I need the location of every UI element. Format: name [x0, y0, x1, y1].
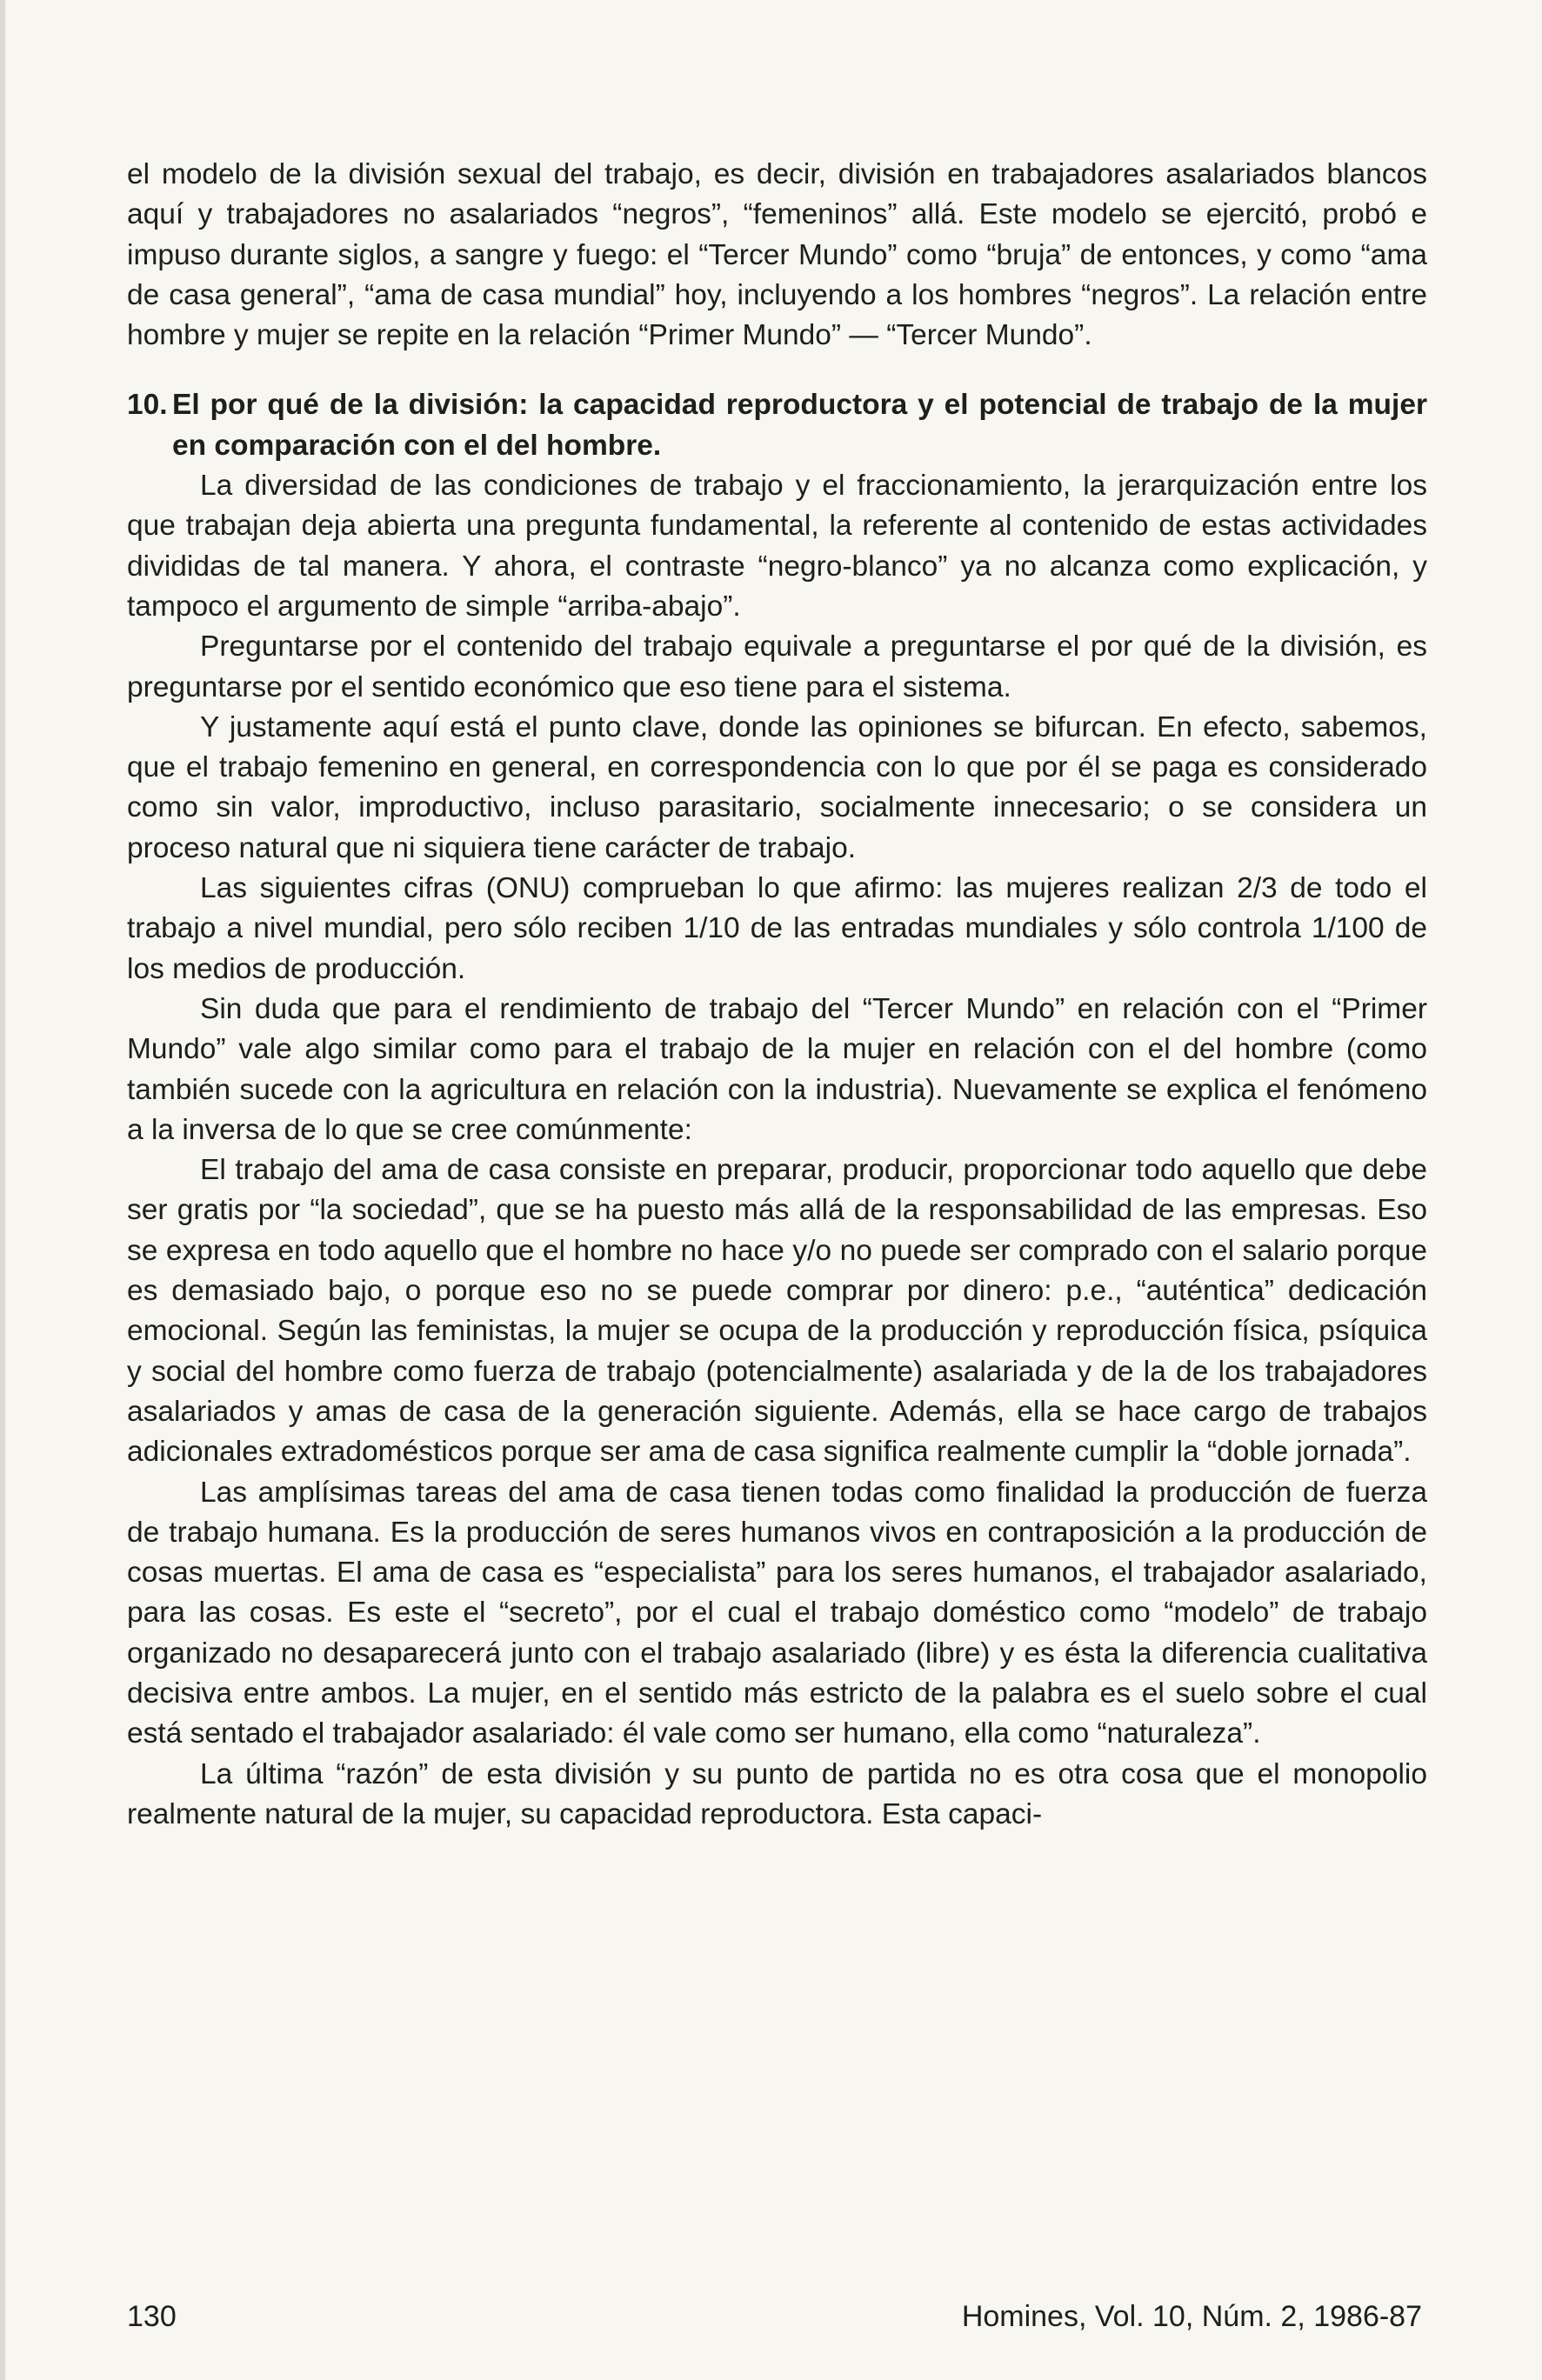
section-number: 10. [127, 389, 168, 422]
page-number: 130 [127, 2300, 177, 2333]
paragraph: Las siguientes cifras (ONU) comprueban lo que afirmo: las mujeres realizan 2/3 de todo el trabajo a nivel mundial, pero sólo reciben 1/10 de las entradas mundiales y sólo controla 1/100 de los medios de producción. [127, 872, 1427, 985]
paragraph: el modelo de la división sexual del trabajo, es decir, división en trabajadores asalariados blancos aquí y trabajadores no asalariados “negros”, “femeninos” allá. Este modelo se ejercitó, probó e impuso durante siglos, a sangre y fuego: el “Tercer Mundo” como “bruja” de entonces, y como “ama de casa general”, “ama de casa mundial” hoy, incluyendo a los hombres “negros”. La relación entre hombre y mujer se repite en la relación “Primer Mundo” — “Tercer Mundo”. [127, 158, 1427, 352]
paragraph: Preguntarse por el contenido del trabajo equivale a preguntarse el por qué de la división, es preguntarse por el sentido económico que eso tiene para el sistema. [127, 630, 1427, 703]
paragraph: La diversidad de las condiciones de trabajo y el fraccionamiento, la jerarquización entre los que trabajan deja abierta una pregunta fundamental, la referente al contenido de estas actividades divididas de tal manera. Y ahora, el contraste “negro-blanco” ya no alcanza como explicación, y tampoco el argumento de simple “arriba-abajo”. [127, 470, 1427, 623]
body-text [127, 155, 1427, 1835]
paragraph: La última “razón” de esta división y su punto de partida no es otra cosa que el monopolio realmente natural de la mujer, su capacidad reproductora. Esta capaci- [127, 1757, 1427, 1830]
paragraph: Las amplísimas tareas del ama de casa tienen todas como finalidad la producción de fuerza de trabajo humana. Es la producción de seres humanos vivos en contraposición a la producción de cosas muertas. El ama de casa es “especialista” para los seres humanos, el trabajador asalariado, para las cosas. Es este el “secreto”, por el cual el trabajo doméstico como “modelo” de trabajo organizado no desaparecerá junto con el trabajo asalariado (libre) y es ésta la diferencia cualitativa decisiva entre ambos. La mujer, en el sentido más estricto de la palabra es el suelo sobre el cual está sentado el trabajador asalariado: él vale como ser humano, ella como “naturaleza”. [127, 1476, 1427, 1750]
section-heading [127, 385, 1427, 466]
paragraph: El trabajo del ama de casa consiste en preparar, producir, proporcionar todo aquello que debe ser gratis por “la sociedad”, que se ha puesto más allá de la responsabilidad de las empresas. Eso se expresa en todo aquello que el hombre no hace y/o no puede ser comprado con el salario porque es demasiado bajo, o porque eso no se puede comprar por dinero: p.e., “auténtica” dedicación emocional. Según las feministas, la mujer se ocupa de la producción y reproducción física, psíquica y social del hombre como fuerza de trabajo (potencialmente) asalariada y de la de los trabajadores asalariados y amas de casa de la generación siguiente. Además, ella se hace cargo de trabajos adicionales extradomésticos porque ser ama de casa significa realmente cumplir la “doble jornada”. [127, 1154, 1427, 1469]
journal-citation: Homines, Vol. 10, Núm. 2, 1986-87 [961, 2300, 1422, 2333]
paragraph: Y justamente aquí está el punto clave, donde las opiniones se bifurcan. En efecto, sabemos, que el trabajo femenino en general, en correspondencia con lo que por él se paga es considerado como sin valor, improductivo, incluso parasitario, socialmente innecesario; o se considera un proceso natural que ni siquiera tiene carácter de trabajo. [127, 710, 1427, 864]
paragraph: Sin duda que para el rendimiento de trabajo del “Tercer Mundo” en relación con el “Primer Mundo” vale algo similar como para el trabajo de la mujer en relación con el del hombre (como también sucede con la agricultura en relación con la industria). Nuevamente se explica el fenómeno a la inversa de lo que se cree comúnmente: [127, 992, 1427, 1146]
section-title: El por qué de la división: la capacidad reproductora y el potencial de trabajo de la mujer en comparación con el del hombre. [172, 389, 1427, 462]
